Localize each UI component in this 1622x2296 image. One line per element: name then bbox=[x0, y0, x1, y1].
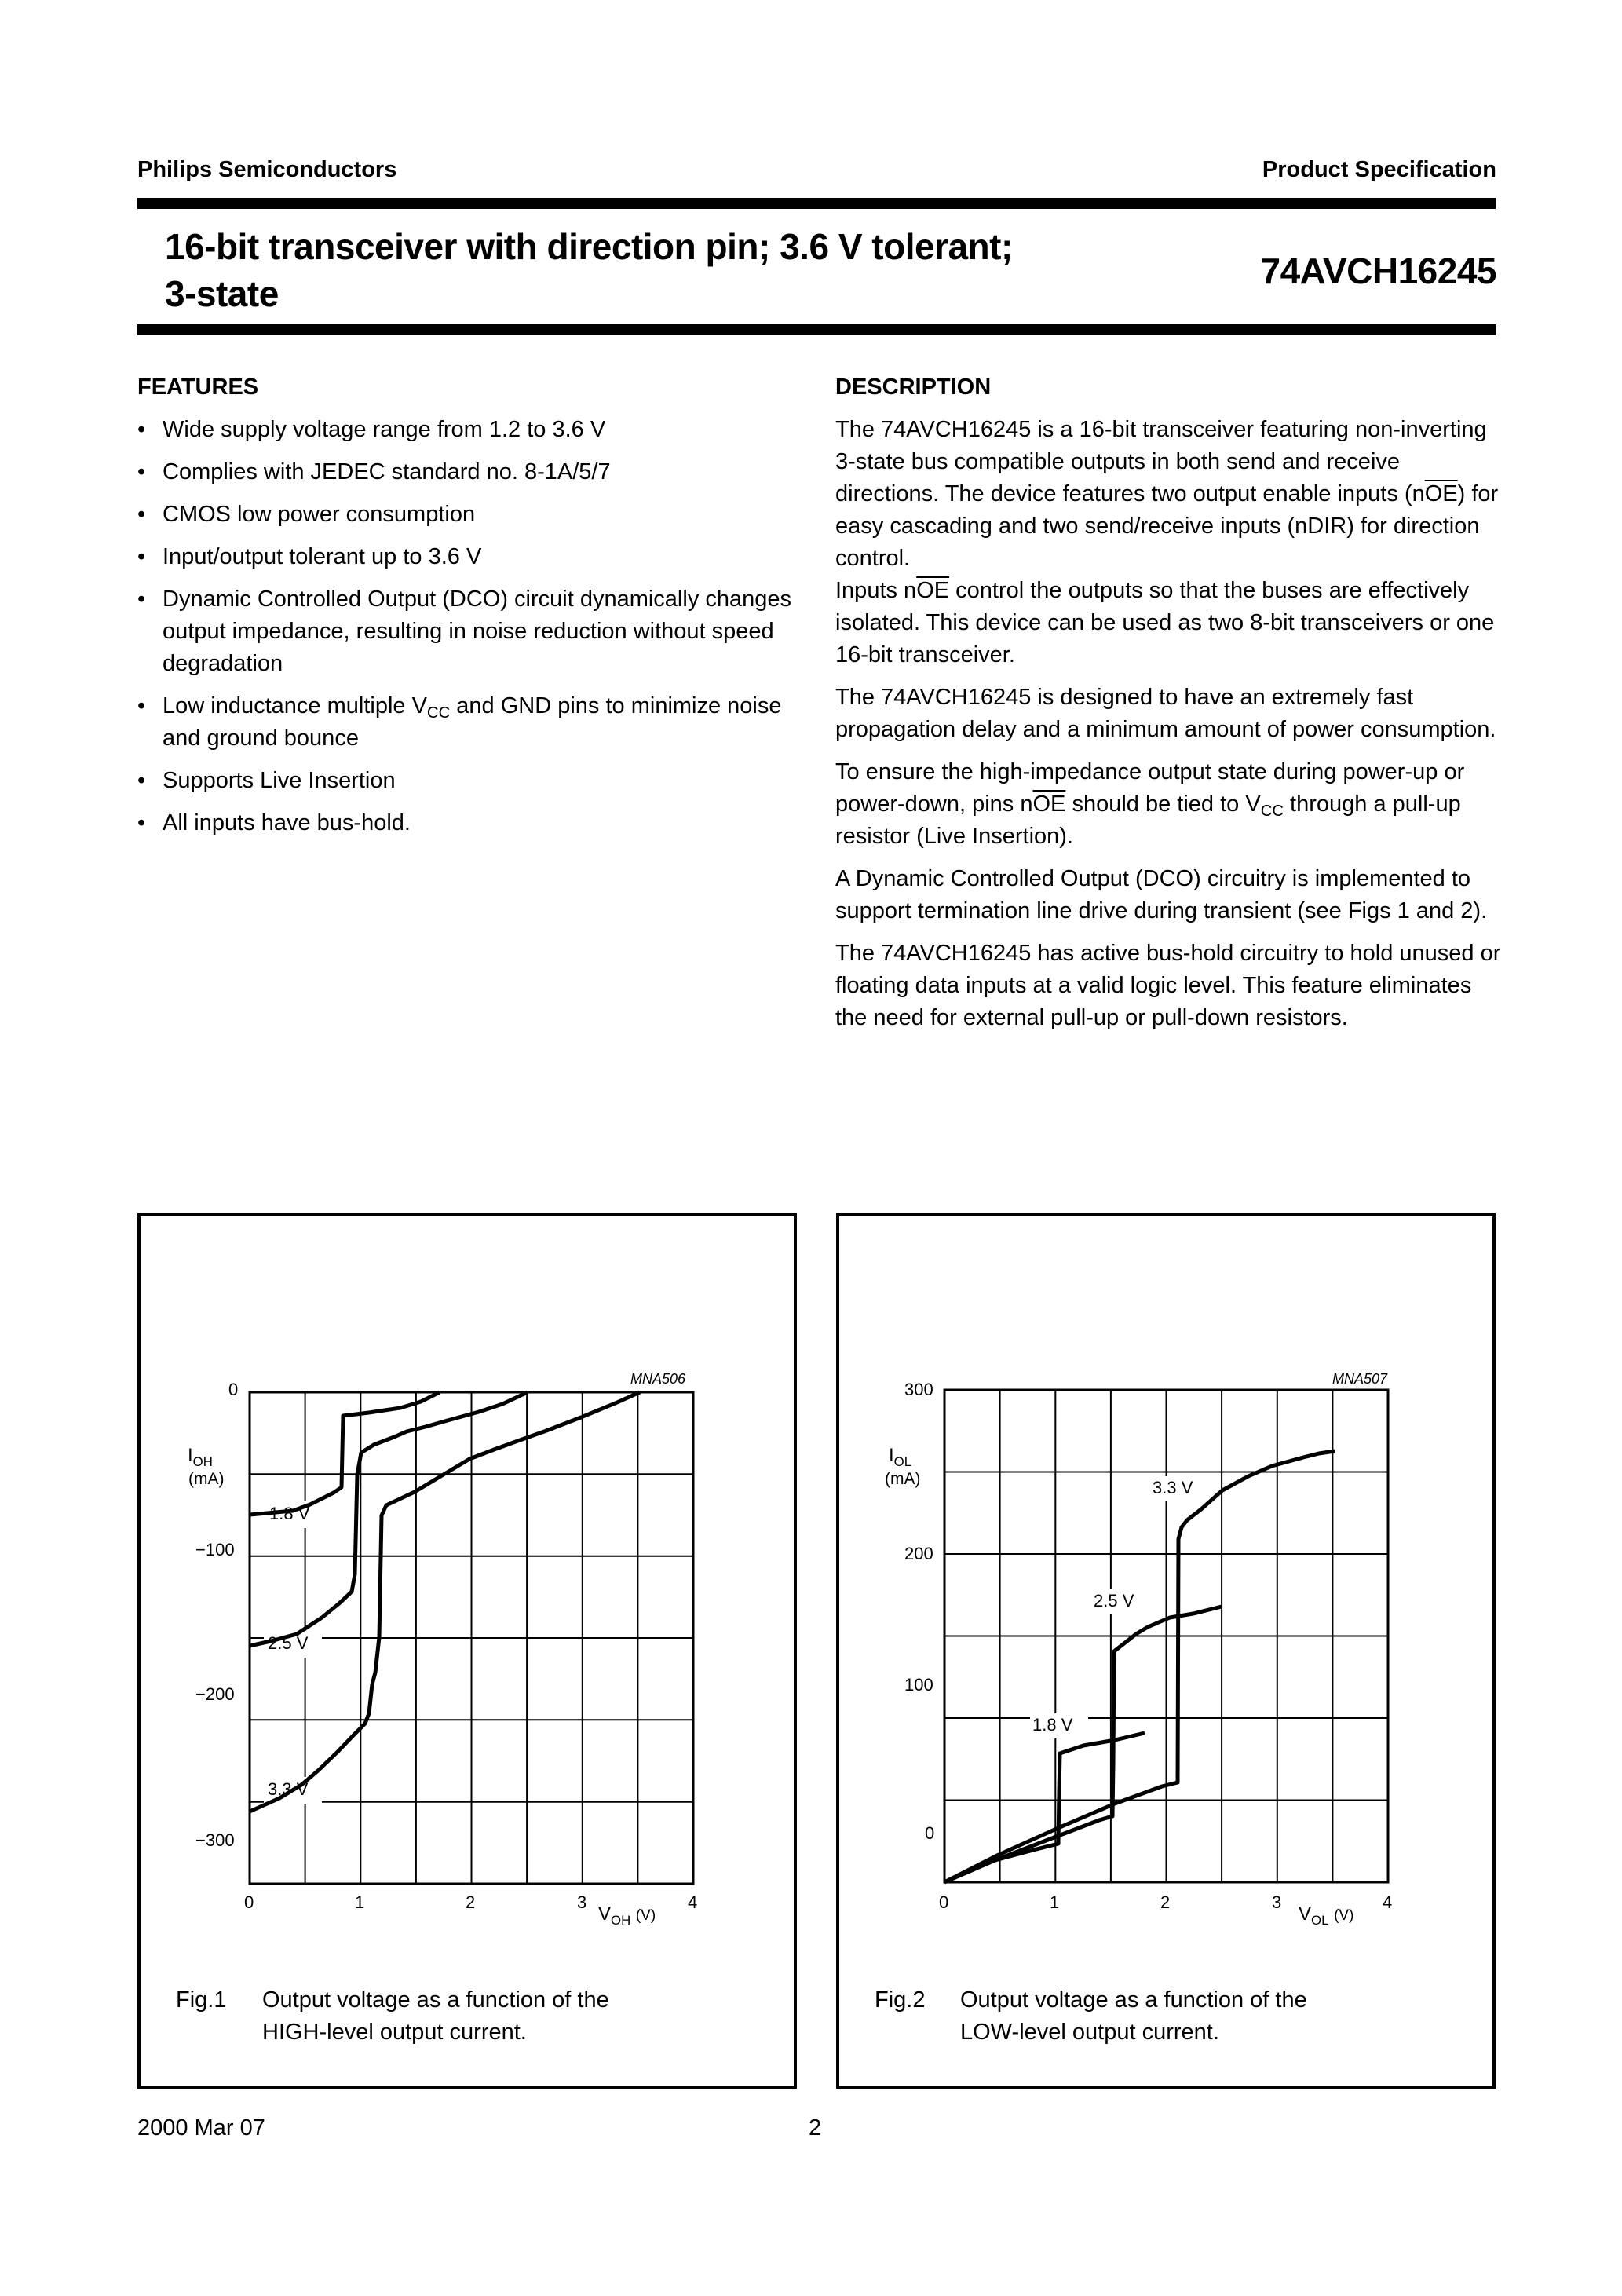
fig1-curve-label: 1.8 V bbox=[269, 1504, 310, 1523]
figure-1-caption: Output voltage as a function of the HIGH-level output current. bbox=[262, 1987, 609, 2045]
fig2-curve-label: 2.5 V bbox=[1094, 1591, 1134, 1610]
title-line-2: 3-state bbox=[165, 273, 279, 314]
title-line-1: 16-bit transceiver with direction pin; 3.6 V tolerant; bbox=[165, 226, 1013, 267]
fig2-y-tick: 100 bbox=[904, 1675, 933, 1695]
fig1-y-tick: −100 bbox=[195, 1540, 235, 1559]
fig1-curve-3v3 bbox=[250, 1392, 640, 1812]
feature-item: • Low inductance multiple $V_{CC}$ and GND pins to minimize noise and ground bounce bbox=[137, 690, 805, 755]
fig1-x-tick: 1 bbox=[355, 1892, 365, 1912]
fig1-y-unit: (mA) bbox=[188, 1470, 225, 1488]
fig2-x-tick: 3 bbox=[1272, 1892, 1282, 1912]
fig2-y-axis-label: $I_{OL}$ bbox=[889, 1445, 912, 1469]
description-heading: DESCRIPTION bbox=[835, 375, 992, 400]
fig2-y-unit: (mA) bbox=[885, 1470, 921, 1488]
description-paragraph-4: A Dynamic Controlled Output (DCO) circuitry is implemented to support termination line drive during transient (see Figs 1 and 2). bbox=[835, 866, 1488, 923]
feature-item: • Complies with JEDEC standard no. 8-1A/5/7 bbox=[137, 456, 805, 488]
document-type: Product Specification bbox=[1262, 157, 1496, 182]
fig2-curve-label: 3.3 V bbox=[1153, 1478, 1193, 1497]
fig2-x-tick: 0 bbox=[939, 1892, 949, 1912]
feature-item: • All inputs have bus-hold. bbox=[137, 807, 805, 839]
feature-item: • Input/output tolerant up to 3.6 V bbox=[137, 541, 805, 573]
fig1-curve-label: 2.5 V bbox=[268, 1633, 309, 1653]
description-paragraph-1: The 74AVCH16245 is a 16-bit transceiver featuring non-inverting 3-state bus compatible outputs in both send and receive directions. The device features two output enable inputs $(n\overline{OE})$ for easy cascading and two send/receive inputs (nDIR) for direction control. Inputs $n\overline{OE}$ control the outputs so that the buses are effectively isolated. This device can be used as two 8-bit transceivers or one 16-bit transceiver. bbox=[835, 417, 1499, 667]
fig1-y-tick: −300 bbox=[195, 1830, 235, 1850]
fig2-x-axis-label: $V_{OL}$ (V) bbox=[1299, 1903, 1354, 1928]
feature-item: • Supports Live Insertion bbox=[137, 765, 805, 797]
fig1-curve-label: 3.3 V bbox=[268, 1779, 309, 1799]
description-paragraph-5: The 74AVCH16245 has active bus-hold circuitry to hold unused or floating data inputs at a valid logic level. This feature eliminates the need for external pull-up or pull-down resistors. bbox=[835, 941, 1501, 1030]
fig1-y-tick: 0 bbox=[228, 1380, 239, 1399]
fig2-curve-label: 1.8 V bbox=[1032, 1715, 1073, 1735]
fig1-x-axis-label: $V_{OH}$ (V) bbox=[598, 1903, 656, 1928]
fig1-x-tick: 4 bbox=[688, 1892, 698, 1912]
footer-date: 2000 Mar 07 bbox=[137, 2115, 265, 2141]
description-paragraph-2: The 74AVCH16245 is designed to have an extremely fast propagation delay and a minimum amount of power consumption. bbox=[835, 685, 1496, 742]
features-heading: FEATURES bbox=[137, 375, 259, 400]
figure-1-id: MNA506 bbox=[630, 1371, 686, 1387]
feature-item: • CMOS low power consumption bbox=[137, 499, 805, 531]
description-paragraph-3: To ensure the high-impedance output state during power-up or power-down, pins $n\overline{OE}$ should be tied to $V_{CC}$ through a pull-up resistor (Live Insertion). bbox=[835, 759, 1465, 849]
fig1-y-tick: −200 bbox=[195, 1684, 235, 1704]
fig1-x-tick: 3 bbox=[577, 1892, 587, 1912]
fig1-x-tick: 2 bbox=[466, 1892, 476, 1912]
feature-item: • Wide supply voltage range from 1.2 to 3.6 V bbox=[137, 414, 805, 446]
feature-item: • Dynamic Controlled Output (DCO) circuit dynamically changes output impedance, resulting in noise reduction without speed degradation bbox=[137, 583, 805, 680]
part-number: 74AVCH16245 bbox=[1260, 250, 1496, 291]
fig2-x-tick: 4 bbox=[1383, 1892, 1393, 1912]
footer-page-number: 2 bbox=[809, 2115, 822, 2141]
fig2-y-tick: 200 bbox=[904, 1544, 933, 1563]
fig2-x-tick: 1 bbox=[1050, 1892, 1060, 1912]
fig2-y-tick: 0 bbox=[925, 1823, 935, 1843]
figure-2-id: MNA507 bbox=[1332, 1371, 1388, 1387]
company-name: Philips Semiconductors bbox=[137, 157, 397, 182]
fig2-y-tick: 300 bbox=[904, 1380, 933, 1399]
figure-1-chart bbox=[250, 1392, 693, 1884]
figure-2-caption: Output voltage as a function of the LOW-level output current. bbox=[960, 1987, 1307, 2045]
figure-2-box bbox=[836, 1213, 1496, 2089]
fig1-curve-1v8 bbox=[250, 1392, 440, 1515]
figure-1-label: Fig.1 bbox=[176, 1987, 227, 2013]
fig1-x-tick: 0 bbox=[244, 1892, 254, 1912]
fig1-y-axis-label: $I_{OH}$ bbox=[188, 1445, 213, 1469]
figure-2-label: Fig.2 bbox=[875, 1987, 926, 2013]
fig2-x-tick: 2 bbox=[1160, 1892, 1171, 1912]
